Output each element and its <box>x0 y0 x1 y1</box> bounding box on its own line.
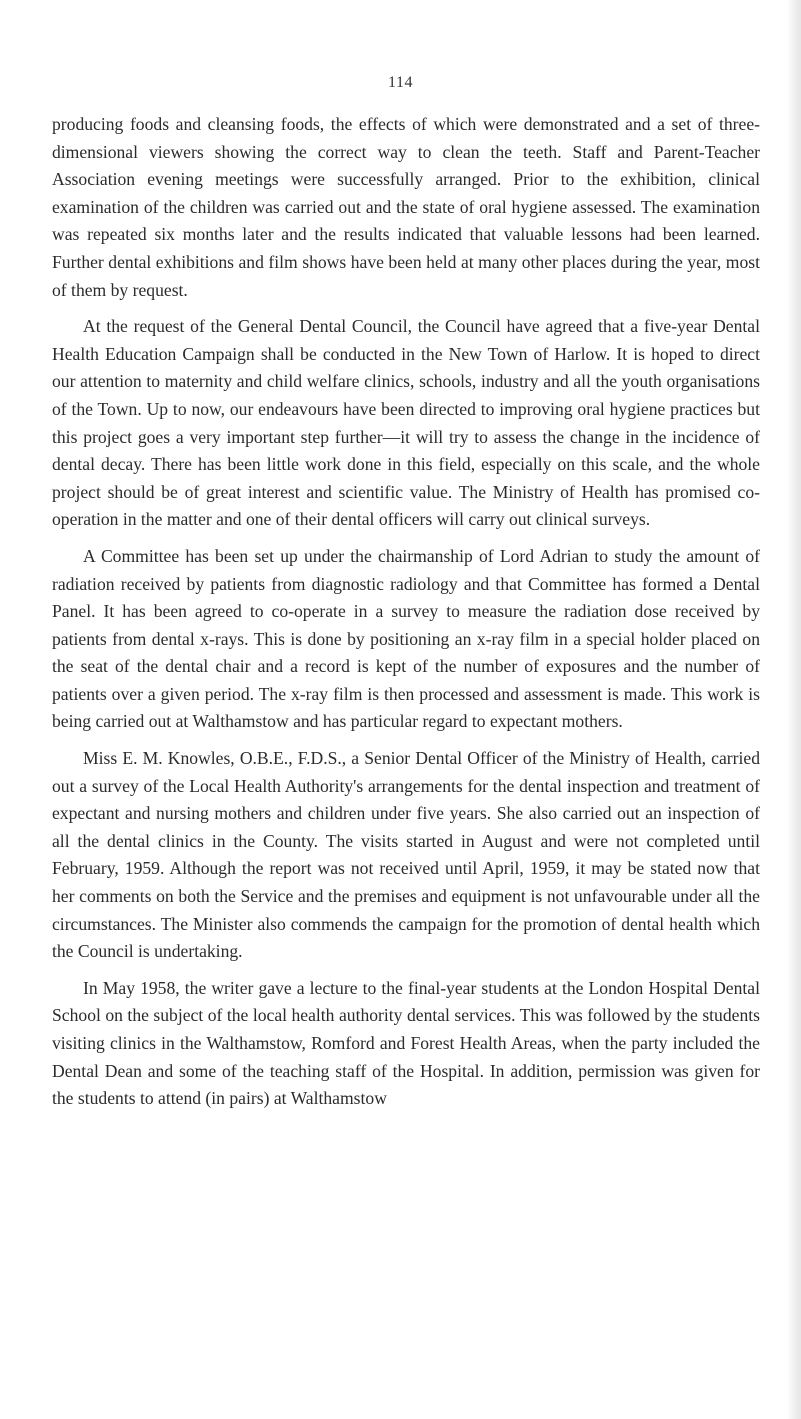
paragraph-harlow-campaign: At the request of the General Dental Council, the Council have agreed that a five-year Dental Health Education Campaign shall be conducted in the New Town of Harlow. It is hoped to direct our attention to maternity and child welfare clinics, schools, industry and all the youth organisations of the Town. Up to now, our endeavours have been directed to improving oral hygiene practices but this project goes a very important step further—it will try to assess the change in the incidence of dental decay. There has been little work done in this field, especially on this scale, and the whole project should be of great interest and scientific value. The Ministry of Health has promised co-operation in the matter and one of their dental officers will carry out clinical surveys. <box>52 316 760 530</box>
page-edge-shadow <box>787 0 801 1419</box>
paragraph-ministry-survey: Miss E. M. Knowles, O.B.E., F.D.S., a Senior Dental Officer of the Ministry of Health, carried out a survey of the Local Health Authority's arrangements for the dental inspection and treatment of expectant and nursing mothers and children under five years. She also carried out an inspection of all the dental clinics in the County. The visits started in August and were not completed until February, 1959. Although the report was not received until April, 1959, it may be stated now that her comments on both the Service and the premises and equipment is not unfavourable under all the circumstances. The Minister also commends the campaign for the promotion of dental health which the Council is undertaking. <box>52 748 760 962</box>
paragraph-continued-exhibition: producing foods and cleansing foods, the effects of which were demonstrated and a set of three-dimensional viewers showing the correct way to clean the teeth. Staff and Parent-Teacher Association evening meetings were successfully arranged. Prior to the exhibition, clinical examination of the children was carried out and the state of oral hygiene assessed. The examination was repeated six months later and the results indicated that valuable lessons had been learned. Further dental exhibitions and film shows have been held at many other places during the year, most of them by request. <box>52 114 760 300</box>
paragraph-radiation-committee: A Committee has been set up under the chairmanship of Lord Adrian to study the amount of radiation received by patients from diagnostic radiology and that Committee has formed a Dental Panel. It has been agreed to co-operate in a survey to measure the radiation dose received by patients from dental x-rays. This is done by positioning an x-ray film in a special holder placed on the seat of the dental chair and a record is kept of the number of exposures and the number of patients over a given period. The x-ray film is then processed and assessment is made. This work is being carried out at Walthamstow and has particular regard to expectant mothers. <box>52 545 760 732</box>
page-number: 114 <box>388 74 413 91</box>
paragraph-london-hospital-lecture: In May 1958, the writer gave a lecture to the final-year students at the London Hospital Dental School on the subject of the local health authority dental services. This was followed by the students visiting clinics in the Walthamstow, Romford and Forest Health Areas, when the party included the Dental Dean and some of the teaching staff of the Hospital. In addition, permission was given for the students to attend (in pairs) at Walthamstow <box>52 977 760 1109</box>
document-body <box>52 111 760 1122</box>
